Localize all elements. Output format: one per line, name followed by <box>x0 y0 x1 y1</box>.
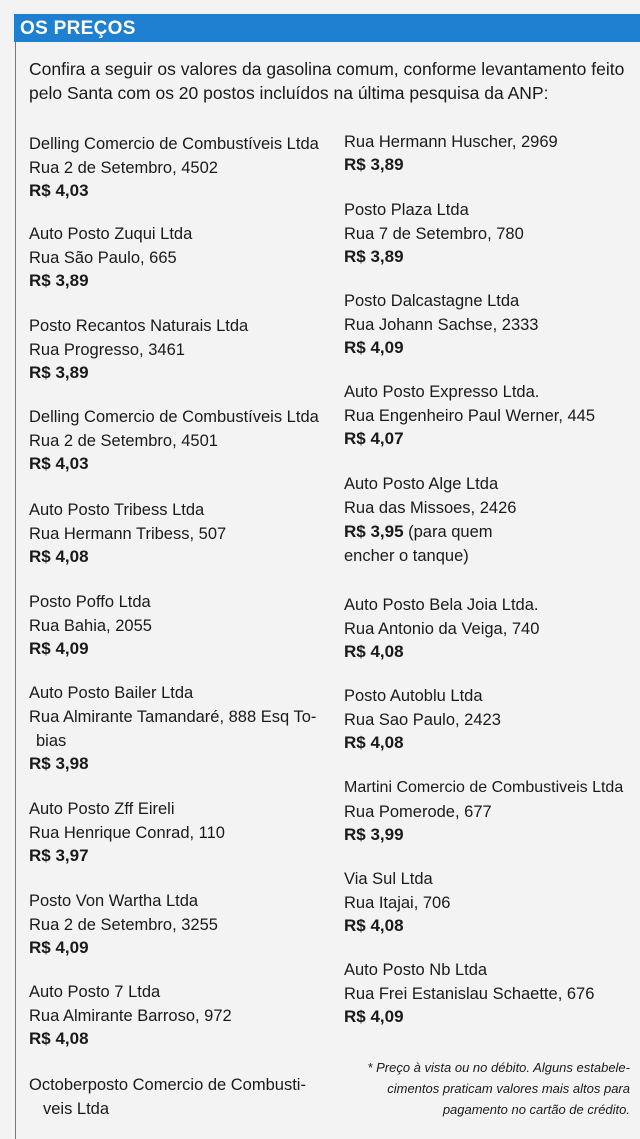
station-name: Posto Von Wartha Ltda <box>29 892 199 910</box>
station-name: Octoberposto Comercio de Combusti- <box>29 1076 306 1094</box>
list-item <box>29 590 334 660</box>
station-address: Rua 2 de Setembro, 4502 <box>29 159 218 177</box>
station-name: Auto Posto Alge Ltda <box>344 475 499 493</box>
station-name: Auto Posto 7 Ltda <box>29 983 161 1001</box>
price-line <box>344 520 636 544</box>
station-name: Auto Posto Nb Ltda <box>344 961 488 979</box>
station-name: Posto Recantos Naturais Ltda <box>29 317 249 335</box>
list-item <box>29 980 334 1050</box>
station-price: R$ 3,95 <box>344 522 404 541</box>
list-item <box>29 1073 334 1121</box>
station-name: Posto Poffo Ltda <box>29 593 151 611</box>
intro-text: Confira a seguir os valores da gasolina comum, conforme levantamento feito pelo Santa com os 20 postos incluídos na última pesquisa da ANP: <box>29 59 625 103</box>
station-address-continued: bias <box>36 732 67 750</box>
list-item <box>344 958 636 1028</box>
list-item <box>344 198 636 268</box>
station-address: Rua das Missoes, 2426 <box>344 499 517 517</box>
station-address: Rua Sao Paulo, 2423 <box>344 711 501 729</box>
station-price: R$ 4,09 <box>29 938 89 957</box>
station-name: Posto Autoblu Ltda <box>344 687 483 705</box>
station-price: R$ 3,89 <box>344 155 404 174</box>
price-note-continued: encher o tanque) <box>344 547 469 565</box>
station-price: R$ 4,09 <box>344 1007 404 1026</box>
list-item <box>29 222 334 292</box>
list-item <box>29 681 334 775</box>
station-address: Rua Hermann Huscher, 2969 <box>344 133 558 151</box>
station-address: Rua 7 de Setembro, 780 <box>344 225 524 243</box>
station-address: Rua 2 de Setembro, 3255 <box>29 916 218 934</box>
list-item <box>344 380 636 450</box>
station-name: Auto Posto Bela Joia Ltda. <box>344 596 539 614</box>
station-price: R$ 4,09 <box>29 639 89 658</box>
station-address: Rua 2 de Setembro, 4501 <box>29 432 218 450</box>
station-price: R$ 4,08 <box>344 733 404 752</box>
station-price: R$ 4,03 <box>29 181 89 200</box>
station-name: Delling Comercio de Combustíveis Ltda <box>29 135 319 153</box>
footnote-line: cimentos praticam valores mais altos para <box>387 1081 630 1096</box>
station-price: R$ 4,08 <box>29 547 89 566</box>
list-item <box>29 405 334 475</box>
station-price: R$ 4,08 <box>344 642 404 661</box>
station-name: Auto Posto Bailer Ltda <box>29 684 194 702</box>
station-address: Rua Johann Sachse, 2333 <box>344 316 539 334</box>
station-price: R$ 4,07 <box>344 429 404 448</box>
station-price: R$ 4,08 <box>29 1029 89 1048</box>
station-price: R$ 3,89 <box>344 247 404 266</box>
station-address: Rua Frei Estanislau Schaette, 676 <box>344 985 595 1003</box>
station-name: Posto Plaza Ltda <box>344 201 469 219</box>
station-name: Auto Posto Zff Eireli <box>29 800 175 818</box>
station-address: Rua Henrique Conrad, 110 <box>29 824 225 842</box>
station-address: Rua Itajai, 706 <box>344 894 451 912</box>
list-item <box>344 684 636 754</box>
station-name: Auto Posto Tribess Ltda <box>29 501 205 519</box>
list-item <box>344 776 636 846</box>
station-name: Posto Dalcastagne Ltda <box>344 292 520 310</box>
header-bar <box>0 0 640 46</box>
station-name: Martini Comercio de Combustiveis Ltda <box>344 779 624 796</box>
list-item <box>29 498 334 568</box>
station-address: Rua Engenheiro Paul Werner, 445 <box>344 407 596 425</box>
station-address: Rua Antonio da Veiga, 740 <box>344 620 540 638</box>
footnote-line: pagamento no cartão de crédito. <box>442 1102 630 1117</box>
station-address: Rua Pomerode, 677 <box>344 803 492 821</box>
station-price: R$ 4,08 <box>344 916 404 935</box>
station-price: R$ 4,09 <box>344 338 404 357</box>
footnote-line: * Preço à vista ou no débito. Alguns estabele- <box>367 1060 630 1075</box>
station-name: Via Sul Ltda <box>344 870 433 888</box>
station-price: R$ 3,89 <box>29 271 89 290</box>
left-divider <box>15 42 16 1139</box>
list-item <box>344 472 636 568</box>
footnote <box>330 1057 630 1120</box>
station-name-continued: veis Ltda <box>43 1100 110 1118</box>
list-item <box>29 797 334 867</box>
list-item <box>344 289 636 359</box>
station-price: R$ 3,99 <box>344 825 404 844</box>
price-note: (para quem <box>408 523 493 541</box>
station-address: Rua Bahia, 2055 <box>29 617 152 635</box>
station-price: R$ 3,98 <box>29 754 89 773</box>
station-name: Auto Posto Expresso Ltda. <box>344 383 540 401</box>
list-item <box>29 889 334 959</box>
list-item <box>344 593 636 663</box>
station-name: Auto Posto Zuqui Ltda <box>29 225 193 243</box>
page-title: OS PREÇOS <box>20 18 136 39</box>
list-item <box>29 132 334 202</box>
list-item <box>344 130 636 176</box>
station-address: Rua São Paulo, 665 <box>29 249 177 267</box>
list-item <box>344 867 636 937</box>
station-address: Rua Hermann Tribess, 507 <box>29 525 227 543</box>
station-name: Delling Comercio de Combustíveis Ltda <box>29 408 319 426</box>
station-price: R$ 3,89 <box>29 363 89 382</box>
station-address: Rua Almirante Barroso, 972 <box>29 1007 232 1025</box>
list-item <box>29 314 334 384</box>
station-address: Rua Progresso, 3461 <box>29 341 185 359</box>
station-price: R$ 3,97 <box>29 846 89 865</box>
station-address: Rua Almirante Tamandaré, 888 Esq To- <box>29 708 317 726</box>
station-price: R$ 4,03 <box>29 454 89 473</box>
